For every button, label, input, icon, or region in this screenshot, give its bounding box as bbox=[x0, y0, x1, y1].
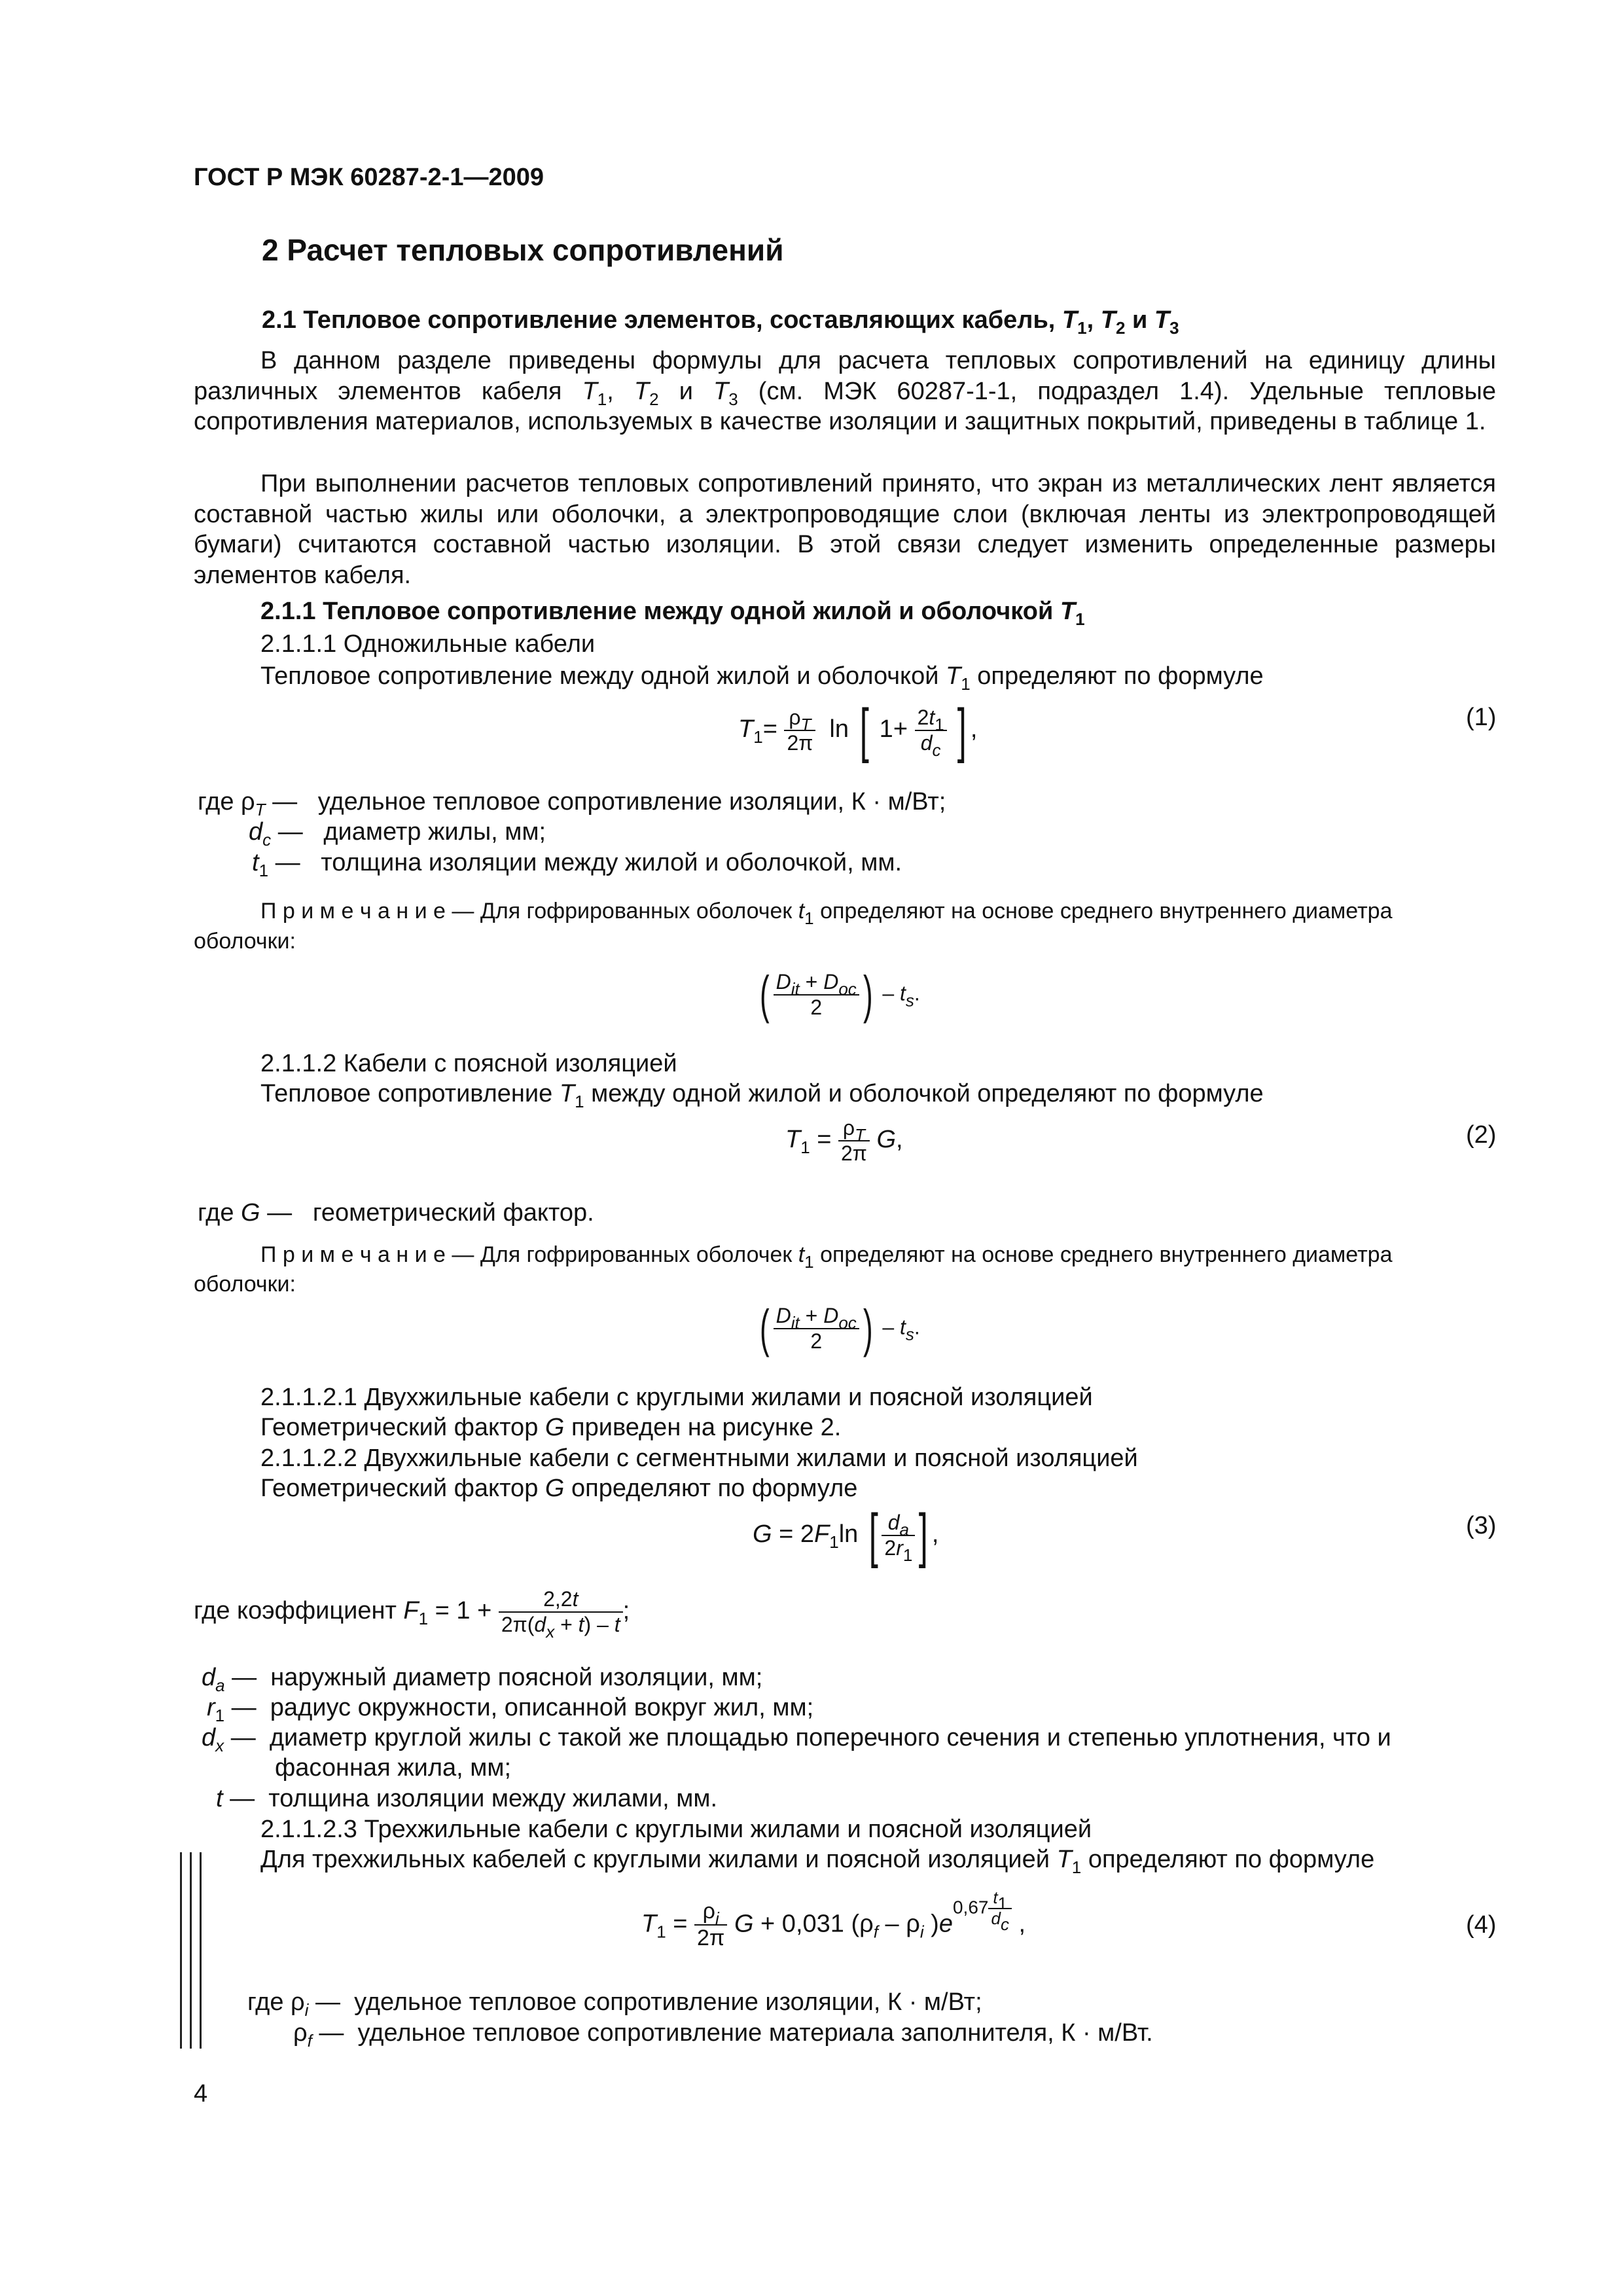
formula-2-intro: Тепловое сопротивление $T_1$ между одной жилой и оболочкой определяют по формуле bbox=[260, 1080, 1264, 1111]
formula-2: $T_1$ = $\frac{\rho_T}{2\pi}$ G, bbox=[785, 1116, 903, 1165]
page-number: 4 bbox=[194, 2080, 208, 2108]
where-rho-f: $\rho_f$ — удельное тепловое сопротивление материала заполнителя, К · м/Вт. bbox=[293, 2019, 1153, 2051]
note-2-cont: оболочки: bbox=[194, 1272, 296, 1297]
equation-number-3: (3) bbox=[1466, 1512, 1497, 1539]
subsection-2-1-title-text: 2.1 Тепловое сопротивление элементов, составляющих кабель, bbox=[262, 306, 1062, 334]
where-dx-cont: фасонная жила, мм; bbox=[275, 1754, 512, 1782]
where-g: где G — геометрический фактор. bbox=[198, 1199, 594, 1227]
note-1-cont: оболочки: bbox=[194, 929, 296, 954]
equation-number-4: (4) bbox=[1466, 1911, 1497, 1939]
coefficient-f1: где коэффициент $F_1 = 1$ + $\frac{2,2t}{2\pi(d_x + t) - t}$ ; bbox=[194, 1587, 630, 1641]
document-id: ГОСТ Р МЭК 60287-2-1—2009 bbox=[194, 164, 544, 191]
where-t1: $t_1$ — толщина изоляции между жилой и оболочкой, мм. bbox=[252, 849, 902, 880]
equation-number-1: (1) bbox=[1466, 704, 1497, 731]
where-rho-i: где $\rho_i$ — удельное тепловое сопротивление изоляции, К · м/Вт; bbox=[247, 1988, 982, 2020]
subsection-2-1-1-2-1-title: 2.1.1.2.1 Двухжильные кабели с круглыми жилами и поясной изоляцией bbox=[260, 1384, 1093, 1411]
paragraph-assumptions: При выполнении расчетов тепловых сопротивлений принято, что экран из металлических лент является составной частью жилы или оболочки, а электропроводящие слои (включая ленты из электропроводящей бумаги) считаются составной частью изоляции. В этой связи следует изменить определенные размеры элементов кабеля. bbox=[194, 470, 1496, 589]
paragraph-intro: В данном разделе приведены формулы для расчета тепловых сопротивлений на единицу длины различных элементов кабеля $T_1$, $T_2$ и $T_3$ (см. МЭК 60287-1-1, подраздел 1.4). Удельные тепловые сопротивления материалов, используемых в качестве изоляции и защитных покрытий, приведены в таблице 1. bbox=[194, 347, 1497, 435]
formula-3: $G = 2F_1\ln$ [ $\frac{d_a}{2r_1}$ ] , bbox=[753, 1502, 939, 1569]
subsection-2-1-1-2-3-title: 2.1.1.2.3 Трехжильные кабели с круглыми жилами и поясной изоляцией bbox=[260, 1816, 1092, 1843]
subsection-2-1-1-2-2-text: Геометрический фактор G определяют по формуле bbox=[260, 1475, 858, 1502]
note-2: П р и м е ч а н и е — Для гофрированных оболочек $t_1$ определяют на основе среднего внутреннего диаметра bbox=[260, 1242, 1393, 1272]
where-r1: $r_1$ — радиус окружности, описанной вокруг жил, мм; bbox=[207, 1694, 814, 1725]
where-t: t — толщина изоляции между жилами, мм. bbox=[216, 1785, 718, 1812]
formula-4-intro: Для трехжильных кабелей с круглыми жилами и поясной изоляцией $T_1$ определяют по формуле bbox=[260, 1846, 1375, 1877]
where-rho-t: где $\rho_T$ — удельное тепловое сопротивление изоляции, К · м/Вт; bbox=[198, 788, 946, 819]
subsection-2-1-1-title: 2.1.1 Тепловое сопротивление между одной жилой и оболочкой $T_1$ bbox=[260, 598, 1085, 629]
where-da: $d_a$ — наружный диаметр поясной изоляции, мм; bbox=[202, 1664, 763, 1695]
subsection-2-1-1-2-2-title: 2.1.1.2.2 Двухжильные кабели с сегментными жилами и поясной изоляцией bbox=[260, 1444, 1138, 1472]
change-bar bbox=[200, 1852, 202, 2049]
note-formula-1: ( $\frac{D_{it} + D_{oc}}{2}$ ) – $t_s$. bbox=[759, 965, 920, 1024]
formula-1: $T_1=$ $\frac{\rho_T}{2\pi}$ ln [ 1+ $\frac{2t_1}{d_c}$ ] , bbox=[738, 697, 978, 764]
subsection-2-1-title: 2.1 Тепловое сопротивление элементов, составляющих кабель, $T_1$, $T_2$ и $T_3$ bbox=[262, 306, 1179, 338]
note-formula-2: ( $\frac{D_{it} + D_{oc}}{2}$ ) – $t_s$. bbox=[759, 1299, 920, 1357]
formula-4: $T_1$ = $\frac{\rho_i}{2\pi}$ G + 0,031 ($\rho_f - \rho_i$ )e0,67 $\frac{t_1}{d_c}$ , bbox=[641, 1888, 1026, 1951]
subsection-2-1-1-1-title: 2.1.1.1 Одножильные кабели bbox=[260, 630, 596, 658]
equation-number-2: (2) bbox=[1466, 1121, 1497, 1149]
subsection-2-1-1-2-title: 2.1.1.2 Кабели с поясной изоляцией bbox=[260, 1050, 677, 1077]
subsection-2-1-1-2-1-text: Геометрический фактор G приведен на рисунке 2. bbox=[260, 1414, 842, 1441]
where-dx: $d_x$ — диаметр круглой жилы с такой же площадью поперечного сечения и степенью уплотнения, что и bbox=[202, 1724, 1391, 1755]
section-title: 2 Расчет тепловых сопротивлений bbox=[262, 233, 784, 267]
note-1: П р и м е ч а н и е — Для гофрированных оболочек $t_1$ определяют на основе среднего внутреннего диаметра bbox=[260, 899, 1393, 928]
change-bar bbox=[180, 1852, 182, 2049]
change-bar bbox=[190, 1852, 192, 2049]
formula-1-intro: Тепловое сопротивление между одной жилой и оболочкой $T_1$ определяют по формуле bbox=[260, 662, 1264, 694]
where-dc: $d_c$ — диаметр жилы, мм; bbox=[249, 818, 546, 850]
